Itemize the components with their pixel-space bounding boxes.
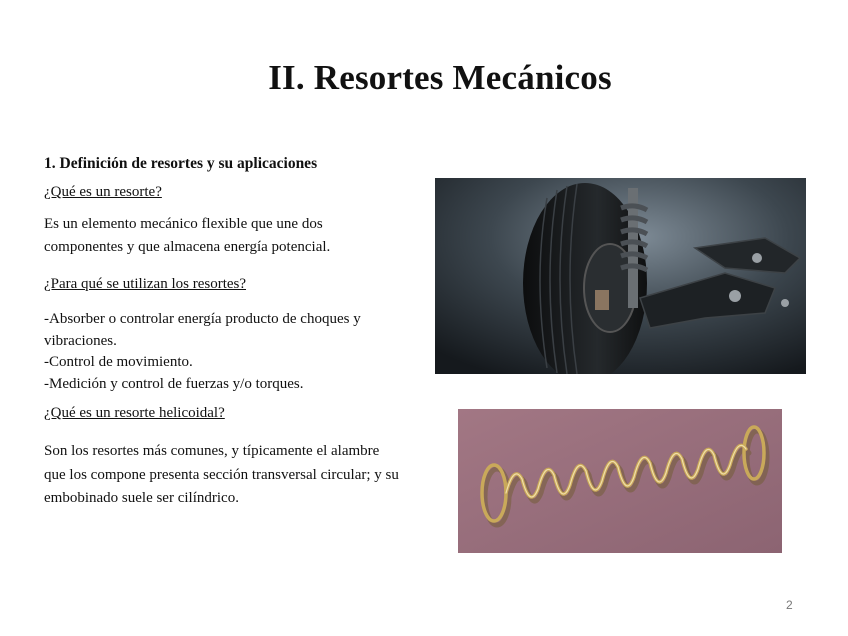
list-item: -Absorber o controlar energía producto de choques y vibraciones. [44,311,361,349]
question-spring-uses: ¿Para qué se utilizan los resortes? [44,276,247,292]
uses-list [44,309,414,395]
slide-title: II. Resortes Mecánicos [268,58,612,97]
car-suspension-image [435,178,806,374]
question-helical-spring: ¿Qué es un resorte helicoidal? [44,405,225,421]
answer-helical-spring: Son los resortes más comunes, y típicamente el alambre que los compone presenta sección transversal circular; y su embobinado suele ser cilíndrico. [44,443,399,506]
page-number: 2 [786,598,793,612]
answer-what-is-spring: Es un elemento mecánico flexible que une dos componentes y que almacena energía potencial. [44,216,331,255]
list-item: -Medición y control de fuerzas y/o torques. [44,375,304,392]
section-heading: 1. Definición de resortes y su aplicaciones [44,155,318,172]
list-item: -Control de movimiento. [44,354,193,370]
question-what-is-spring: ¿Qué es un resorte? [44,184,162,200]
helical-spring-image [458,409,782,553]
